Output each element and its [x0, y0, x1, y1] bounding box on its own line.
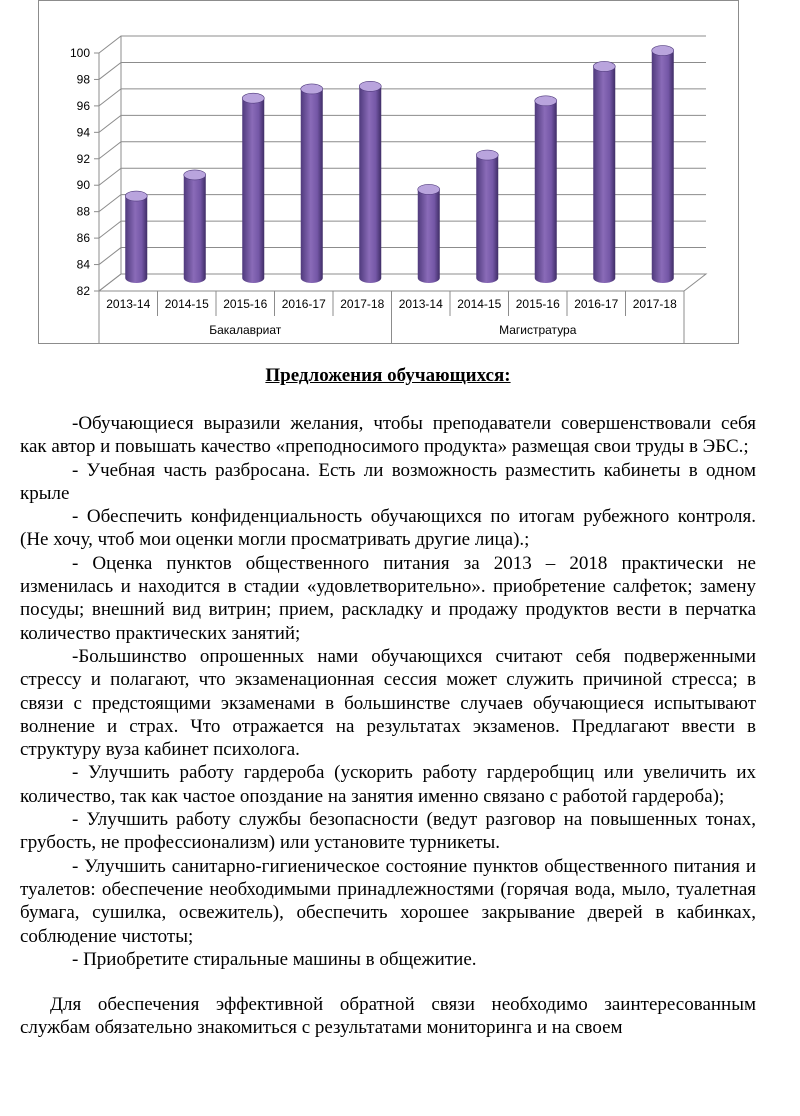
y-tick-label: 96: [76, 98, 90, 113]
y-tick-label: 90: [76, 178, 90, 193]
paragraph: - Приобретите стиральные машины в общежитие.: [72, 948, 477, 970]
x-group-label: Магистратура: [499, 323, 577, 337]
y-tick-label: 88: [76, 204, 90, 219]
paragraph: -Большинство опрошенных нами обучающихся считают себя подверженными стрессу и полагают, что экзаменационная сессия может служить причиной стресса; в связи с предстоящими экзаменами в большинстве случаев обучающиеся испытывают волнение и страх. Что отражается на результатах экзаменов. Предлагают ввести в структуру вуза кабинет психолога.: [20, 645, 756, 761]
bar-top: [418, 184, 440, 194]
section-heading: Предложения обучающихся:: [265, 365, 511, 386]
y-tick-label: 94: [76, 125, 90, 140]
bar-body: [535, 101, 557, 283]
bar-body: [359, 86, 381, 283]
y-tick-label: 82: [76, 284, 90, 298]
y-tick-label: 100: [69, 46, 90, 60]
y-axis-tick-labels: [70, 46, 90, 298]
bar: [476, 150, 498, 283]
x-category-label: 2013-14: [106, 297, 151, 311]
bar-top: [301, 84, 323, 94]
bar-body: [652, 51, 674, 283]
bar-body: [184, 175, 206, 283]
x-category-label: 2015-16: [223, 297, 268, 311]
bar-top: [652, 46, 674, 56]
document-body: [20, 364, 756, 1040]
bar-top: [184, 170, 206, 180]
x-group-label: Бакалавриат: [209, 323, 282, 337]
x-category-label: 2014-15: [164, 297, 209, 311]
chart-canvas: [39, 1, 740, 345]
bar-top: [476, 150, 498, 160]
gridline: [99, 36, 706, 53]
bar-top: [242, 93, 264, 103]
paragraph: - Улучшить работу гардероба (ускорить работу гардеробщиц или увеличить их количество, так как частое опоздание на занятия именно связано с работой гардероба);: [20, 762, 756, 807]
bar-top: [125, 191, 147, 201]
x-category-label: 2017-18: [632, 297, 677, 311]
bar: [125, 191, 147, 283]
x-axis-category-table: [99, 291, 684, 343]
bar: [593, 61, 615, 283]
paragraph: - Улучшить санитарно-гигиеническое состояние пунктов общественного питания и туалетов: обеспечение необходимыми принадлежностями (горячая вода, мыло, туалетная бумага, сушилка, освежитель), обеспечить хорошее закрывание дверей в кабинках, соблюдение чистоты;: [20, 855, 756, 947]
x-category-label: 2016-17: [281, 297, 326, 311]
bar: [301, 84, 323, 283]
bar-body: [301, 89, 323, 283]
x-category-label: 2017-18: [340, 297, 385, 311]
bar-body: [242, 98, 264, 283]
bar-body: [418, 189, 440, 283]
bar-body: [593, 66, 615, 283]
paragraph: - Учебная часть разбросана. Есть ли возможность разместить кабинеты в одном крыле: [20, 459, 756, 504]
paragraph: - Улучшить работу службы безопасности (ведут разговор на повышенных тонах, грубость, не профессионализм) или установите турникеты.: [20, 809, 756, 854]
x-category-label: 2014-15: [457, 297, 502, 311]
bar: [184, 170, 206, 283]
y-tick-label: 86: [76, 231, 90, 246]
bar: [535, 96, 557, 283]
x-category-label: 2015-16: [515, 297, 560, 311]
y-tick-label: 84: [76, 257, 90, 272]
paragraph: -Обучающиеся выразили желания, чтобы преподаватели совершенствовали себя как автор и повышать качество «преподносимого продукта» размещая свои труды в ЭБС.;: [20, 413, 756, 458]
y-tick-label: 98: [76, 72, 90, 87]
bar: [418, 184, 440, 283]
bar-body: [125, 196, 147, 283]
bar-chart: [38, 0, 739, 344]
x-category-label: 2016-17: [574, 297, 619, 311]
bar: [652, 46, 674, 283]
paragraph: - Оценка пунктов общественного питания за 2013 – 2018 практически не изменилась и находится в стадии «удовлетворительно». приобретение салфеток; замену посуды; внешний вид витрин; прием, раскладку и продажу продуктов вести в перчатка количество практических занятий;: [20, 552, 756, 644]
bar-body: [476, 155, 498, 283]
bar-top: [593, 61, 615, 71]
paragraph: - Обеспечить конфиденциальность обучающихся по итогам рубежного контроля. (Не хочу, чтоб мои оценки могли просматривать другие лица).;: [20, 506, 756, 551]
bar-top: [359, 81, 381, 91]
x-category-label: 2013-14: [398, 297, 443, 311]
bar: [359, 81, 381, 283]
y-tick-label: 92: [76, 151, 90, 166]
bar: [242, 93, 264, 283]
bar-top: [535, 96, 557, 106]
closing-paragraph: Для обеспечения эффективной обратной связи необходимо заинтересованным службам обязательно знакомиться с результатами мониторинга и на своем: [20, 994, 756, 1039]
